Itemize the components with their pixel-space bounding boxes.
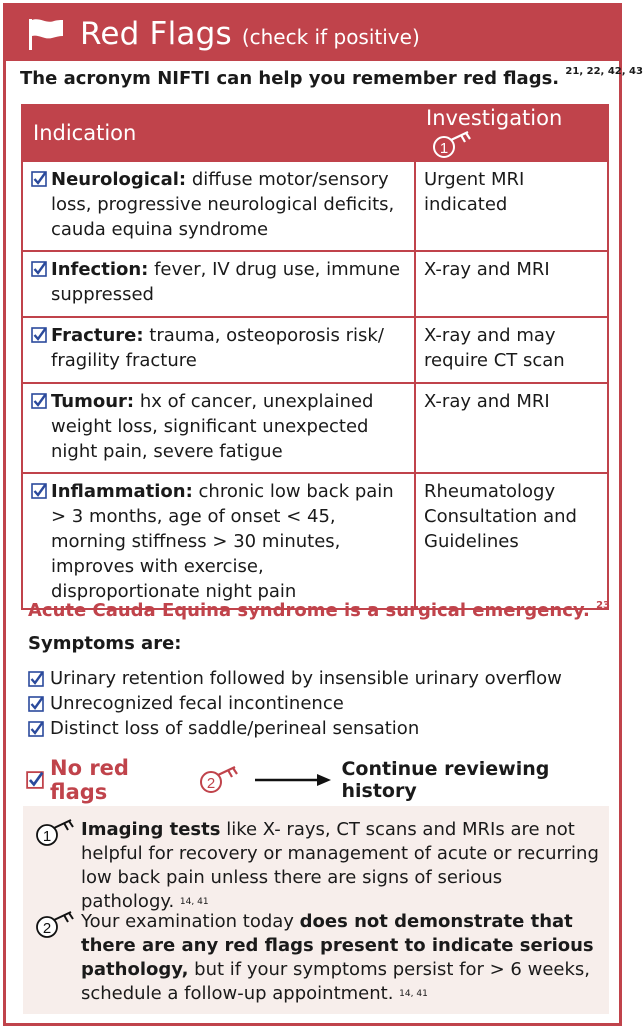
key-number: 2 (207, 775, 216, 792)
note-text (81, 818, 601, 914)
investigation-cell: Urgent MRI indicated (415, 161, 608, 251)
indication-term: Inflammation: (51, 481, 193, 502)
table-row (22, 161, 608, 251)
continue-history-text: Continue reviewing history (341, 758, 550, 802)
symptom-label: Distinct loss of saddle/perineal sensation (50, 718, 420, 739)
indication-desc: hx of cancer, unexplained weight loss, significant unexpected night pain, severe fatigue (51, 391, 374, 462)
note-pre: Your examination today (81, 911, 300, 932)
notes-box (23, 806, 609, 1014)
note-2 (33, 910, 601, 1006)
indication-desc: fever, IV drug use, immune suppressed (51, 259, 401, 305)
checkbox-checked-icon[interactable] (28, 721, 44, 737)
checkbox-checked-icon[interactable] (31, 483, 47, 499)
emergency-warning (28, 600, 610, 621)
checkbox-checked-icon[interactable] (31, 393, 47, 409)
note-body: but if your symptoms persist for > 6 weeks, schedule a follow-up appointment. (81, 959, 590, 1004)
header-bar (6, 6, 619, 61)
indication-cell (22, 317, 415, 383)
symptom-label: Unrecognized fecal incontinence (50, 693, 344, 714)
note-body: like X- rays, CT scans and MRIs are not helpful for recovery or management of acute or recurring low back pain unless there are signs of serious pathology. (81, 819, 599, 912)
indication-header: Indication (22, 105, 415, 161)
investigation-header (415, 105, 608, 161)
table-row (22, 473, 608, 609)
table-header-row (22, 105, 608, 161)
checkbox-checked-icon[interactable] (26, 771, 44, 789)
arrow-right-icon (253, 772, 333, 788)
list-item (28, 691, 562, 716)
note-refs: 14, 41 (399, 989, 428, 999)
list-item (28, 716, 562, 741)
list-item (28, 666, 562, 691)
note-1 (33, 818, 601, 914)
indication-term: Neurological: (51, 169, 187, 190)
key-icon (430, 130, 476, 160)
investigation-header-label: Investigation (426, 106, 563, 130)
table-row (22, 251, 608, 317)
intro-text (20, 68, 643, 89)
note-bold: Imaging tests (81, 819, 221, 840)
indication-desc: trauma, osteoporosis risk/ fragility fracture (51, 325, 384, 371)
key-icon (33, 818, 79, 848)
intro-before: The acronym (20, 68, 158, 89)
symptoms-title: Symptoms are: (28, 633, 182, 654)
key-number: 1 (42, 828, 52, 845)
intro-acronym: NIFTI (157, 68, 211, 89)
indication-cell (22, 161, 415, 251)
note-text (81, 910, 601, 1006)
no-red-flags-row (26, 756, 619, 804)
investigation-cell: X-ray and MRI (415, 383, 608, 473)
emergency-text: Acute Cauda Equina syndrome is a surgical emergency. (28, 600, 590, 621)
indication-term: Tumour: (51, 391, 135, 412)
checkbox-checked-icon[interactable] (31, 327, 47, 343)
key-icon (33, 910, 79, 940)
no-red-flags-label: No red flags (50, 756, 129, 804)
key-number: 2 (42, 920, 52, 937)
page-title: Red Flags (80, 15, 232, 52)
checkbox-checked-icon[interactable] (28, 671, 44, 687)
indication-cell (22, 473, 415, 609)
table-row (22, 383, 608, 473)
symptom-label: Urinary retention followed by insensible urinary overflow (50, 668, 562, 689)
checkbox-checked-icon[interactable] (31, 171, 47, 187)
indication-term: Fracture: (51, 325, 144, 346)
red-flags-table (21, 104, 609, 610)
intro-refs: 21, 22, 42, 43 (565, 66, 643, 77)
indication-cell (22, 383, 415, 473)
emergency-ref: 23 (596, 600, 610, 611)
indication-term: Infection: (51, 259, 149, 280)
investigation-cell: X-ray and may require CT scan (415, 317, 608, 383)
red-flags-card (3, 3, 643, 1026)
key-icon (197, 765, 243, 795)
indication-desc: diffuse motor/sensory loss, progressive neurological deficits, cauda equina syndrome (51, 169, 395, 240)
page-subtitle: (check if positive) (241, 24, 420, 49)
note-refs: 14, 41 (179, 897, 209, 907)
checkbox-checked-icon[interactable] (31, 261, 47, 277)
indication-cell (22, 251, 415, 317)
symptoms-list (28, 666, 562, 741)
checkbox-checked-icon[interactable] (28, 696, 44, 712)
key-number: 1 (439, 140, 449, 157)
flag-icon (26, 17, 66, 51)
intro-after: can help you remember red flags. (210, 68, 560, 89)
investigation-cell: Rheumatology Consultation and Guidelines (415, 473, 608, 609)
investigation-cell: X-ray and MRI (415, 251, 608, 317)
note-bold: does not demonstrate that there are any red flags present to indicate serious pathology, (81, 911, 594, 980)
indication-desc: chronic low back pain > 3 months, age of onset < 45, morning stiffness > 30 minutes, improves with exercise, disproportionate night pain (51, 481, 394, 602)
table-row (22, 317, 608, 383)
